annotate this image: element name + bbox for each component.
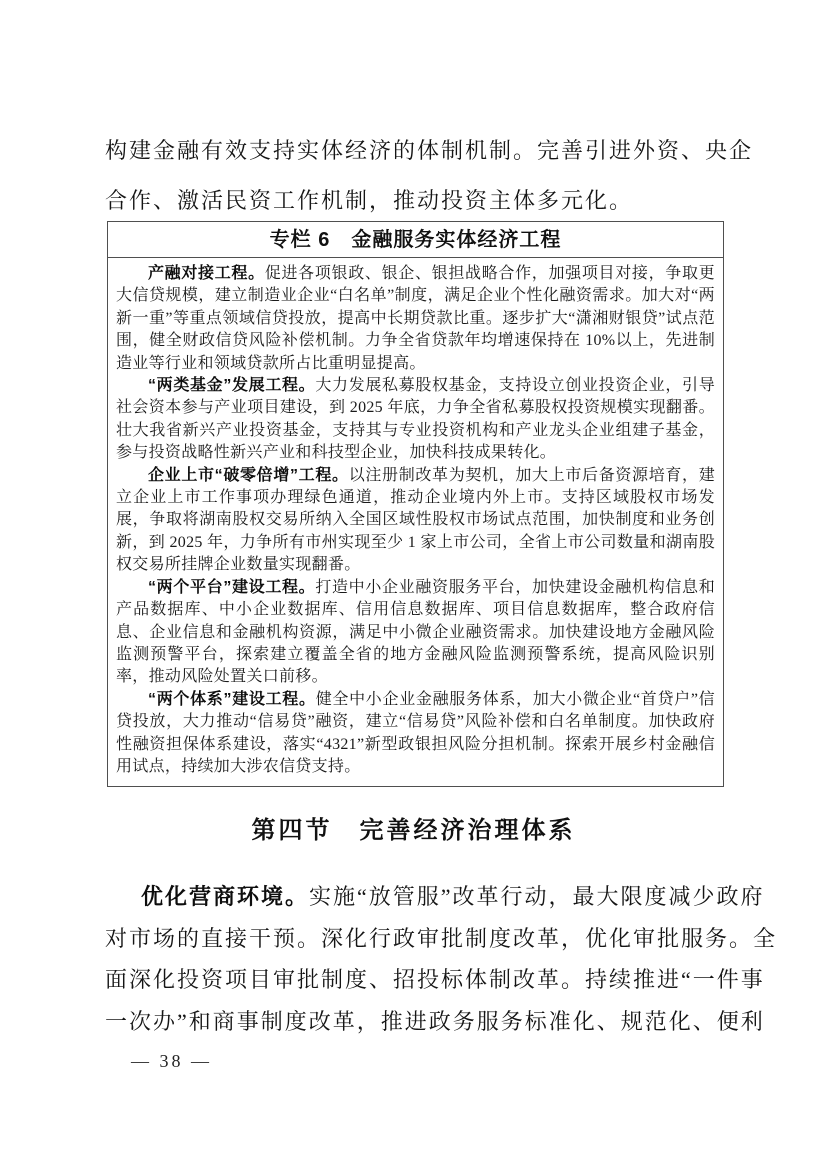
box-paragraph <box>116 263 715 375</box>
paragraph-lead: 优化营商环境。 <box>141 884 310 909</box>
text-line: 面深化投资项目审批制度、招投标体制改革。持续推进“一件事 <box>105 967 765 992</box>
text-line: 一次办”和商事制度改革，推进政务服务标准化、规范化、便利 <box>105 1008 765 1034</box>
box-paragraph-lead: “两类基金”发展工程。 <box>148 377 316 395</box>
paragraph-text: 实施“放管服”改革行动，最大限度减少政府 <box>309 884 765 909</box>
box-paragraph-text: 打造中小企业融资服务平台，加快建设金融机构信息和产品数据库、中小企业数据库、信用信息数据库、项目信息数据库，整合政府信息、企业信息和金融机构资源，满足中小微企业融资需求。加快建设地方金融风险监测预警平台，探索建立覆盖全省的地方金融风险监测预警系统，提高风险识别率，推动风险处置关口前移。 <box>116 578 715 686</box>
box-paragraph-lead: “两个体系”建设工程。 <box>148 690 316 708</box>
text-line: 合作、激活民资工作机制，推动投资主体多元化。 <box>105 188 634 213</box>
text-line <box>105 876 765 918</box>
box-paragraph <box>116 689 715 779</box>
text-line: 对市场的直接干预。深化行政审批制度改革，优化审批服务。全 <box>105 925 778 951</box>
box-paragraph-text: 健全中小企业金融服务体系，加大小微企业“首贷户”信贷投放，大力推动“信易贷”融资，建立“信易贷”风险补偿和白名单制度。加快政府性融资担保体系建设，落实“4321”新型政银担风险分担机制。探索开展乡村金融信用试点，持续加大涉农信贷支持。 <box>116 690 715 775</box>
box-paragraph-text: 大力发展私募股权基金，支持设立创业投资企业，引导社会资本参与产业项目建设，到 2025 年底，力争全省私募股权投资规模实现翻番。壮大我省新兴产业投资基金，支持其与专业投资机构和产业龙头企业组建子基金，参与投资战略性新兴产业和科技型企业，加快科技成果转化。 <box>116 377 715 462</box>
box-paragraph <box>116 465 715 577</box>
box-paragraph-lead: “两个平台”建设工程。 <box>148 578 316 596</box>
box-body <box>108 258 723 786</box>
text-line: 构建金融有效支持实体经济的体制机制。完善引进外资、央企 <box>105 138 754 163</box>
box-paragraph-lead: 产融对接工程。 <box>148 265 265 282</box>
box-paragraph-text: 以注册制改革为契机，加大上市后备资源培育，建立企业上市工作事项办理绿色通道，推动企业境内外上市。支持区域股权市场发展，争取将湖南股权交易所纳入全国区域性股权市场试点范围，加快制度和业务创新，到 2025 年，力争所有市州实现至少 1 家上市公司，全省上市公司数量和湖南股权交易所挂牌企业数量实现翻番。 <box>116 466 715 574</box>
intro-paragraph <box>105 126 754 226</box>
box-title: 专栏 6 金融服务实体经济工程 <box>108 222 723 258</box>
section-heading: 第四节 完善经济治理体系 <box>251 818 576 844</box>
box-paragraph-text: 促进各项银政、银企、银担战略合作，加强项目对接，争取更大信贷规模，建立制造业企业“白名单”制度，满足企业个性化融资需求。加大对“两新一重”等重点领域信贷投放，提高中长期贷款比重。逐步扩大“潇湘财银贷”试点范围，健全财政信贷风险补偿机制。力争全省贷款年均增速保持在 10%以上，先进制造业等行业和领域贷款所占比重明显提高。 <box>116 265 715 372</box>
box-paragraph <box>116 577 715 689</box>
box-paragraph-lead: 企业上市“破零倍增”工程。 <box>148 466 349 484</box>
column-box <box>107 221 724 787</box>
body-paragraph <box>105 876 778 1042</box>
page-number: — 38 — <box>131 1051 212 1071</box>
box-paragraph <box>116 375 715 465</box>
